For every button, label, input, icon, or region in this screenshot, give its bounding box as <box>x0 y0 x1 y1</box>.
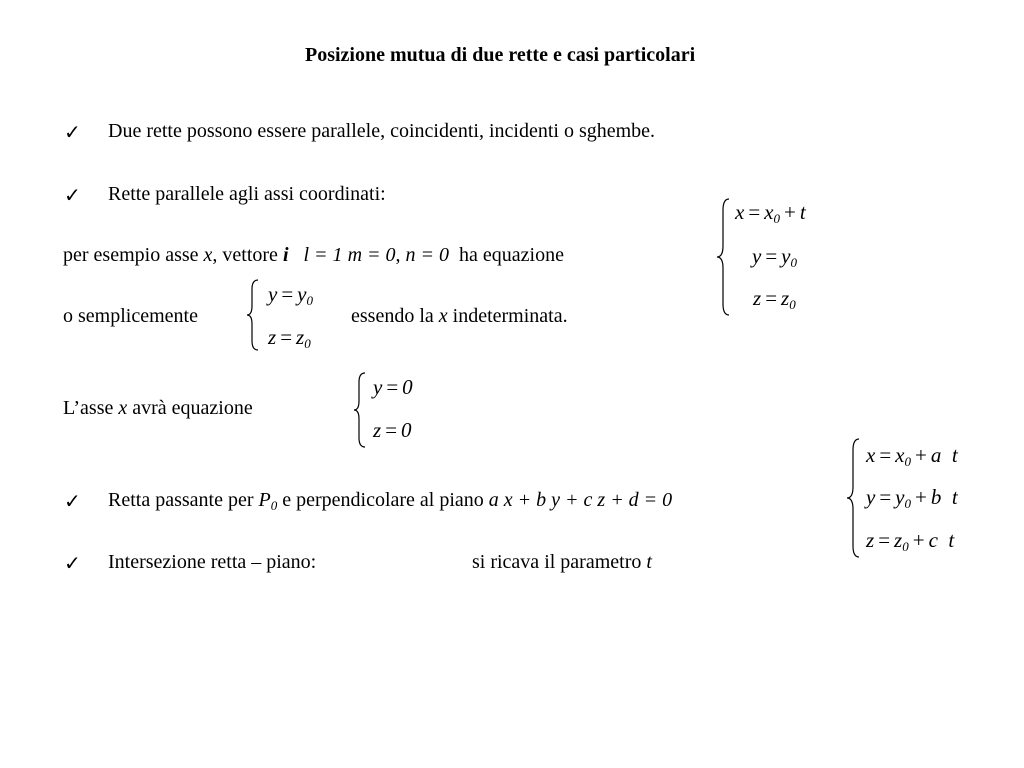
simply-prefix: o semplicemente <box>63 305 198 327</box>
equation-row: z = 0 <box>373 418 412 442</box>
example-line <box>63 244 564 267</box>
equation-row: $y = y_0$ <box>752 244 797 270</box>
equation-row: $y = y_0$ <box>268 282 313 308</box>
example-comma: , <box>395 244 401 266</box>
check-mark-icon: ✓ <box>64 122 81 144</box>
axis-line: L’asse x avrà equazione <box>63 397 253 419</box>
equation-row: $x = x_0 + a$ t <box>866 443 958 469</box>
equation-row: $z = z_0$ <box>268 325 311 351</box>
equation-row: $z = z_0$ <box>753 286 796 312</box>
example-n: n = 0 <box>405 244 450 266</box>
bullet-4-result: si ricava il parametro t <box>472 551 652 573</box>
bullet-text-4: Intersezione retta – piano: <box>108 551 317 573</box>
example-axis: x <box>203 244 213 266</box>
left-brace-icon <box>716 198 732 316</box>
equation-row: $y = y_0 + b$ t <box>866 485 958 511</box>
equation-row: y = 0 <box>373 375 413 399</box>
check-mark-icon: ✓ <box>64 553 81 575</box>
example-m: m = 0 <box>347 244 396 266</box>
example-vector: i <box>282 244 289 266</box>
equation-row: $x = x_0 + t$ <box>735 200 806 226</box>
left-brace-icon <box>246 279 260 351</box>
example-l: l = 1 <box>303 244 343 266</box>
bullet-text-2: Rette parallele agli assi coordinati: <box>108 183 386 205</box>
left-brace-icon <box>353 372 367 448</box>
example-mid: , vettore <box>212 244 283 266</box>
equation-row: $z = z_0 + c$ t <box>866 528 955 554</box>
check-mark-icon: ✓ <box>64 185 81 207</box>
slide-title: Posizione mutua di due rette e casi particolari <box>305 44 696 66</box>
example-suffix: ha equazione <box>459 244 564 266</box>
bullet-text-3: Retta passante per $P_0$ e perpendicolare al piano a x + b y + c z + d = 0 <box>108 489 673 513</box>
simply-suffix: essendo la x indeterminata. <box>351 305 568 327</box>
bullet-text-1: Due rette possono essere parallele, coincidenti, incidenti o sghembe. <box>108 120 656 142</box>
check-mark-icon: ✓ <box>64 491 81 513</box>
example-prefix: per esempio asse <box>63 244 204 266</box>
left-brace-icon <box>846 438 862 558</box>
